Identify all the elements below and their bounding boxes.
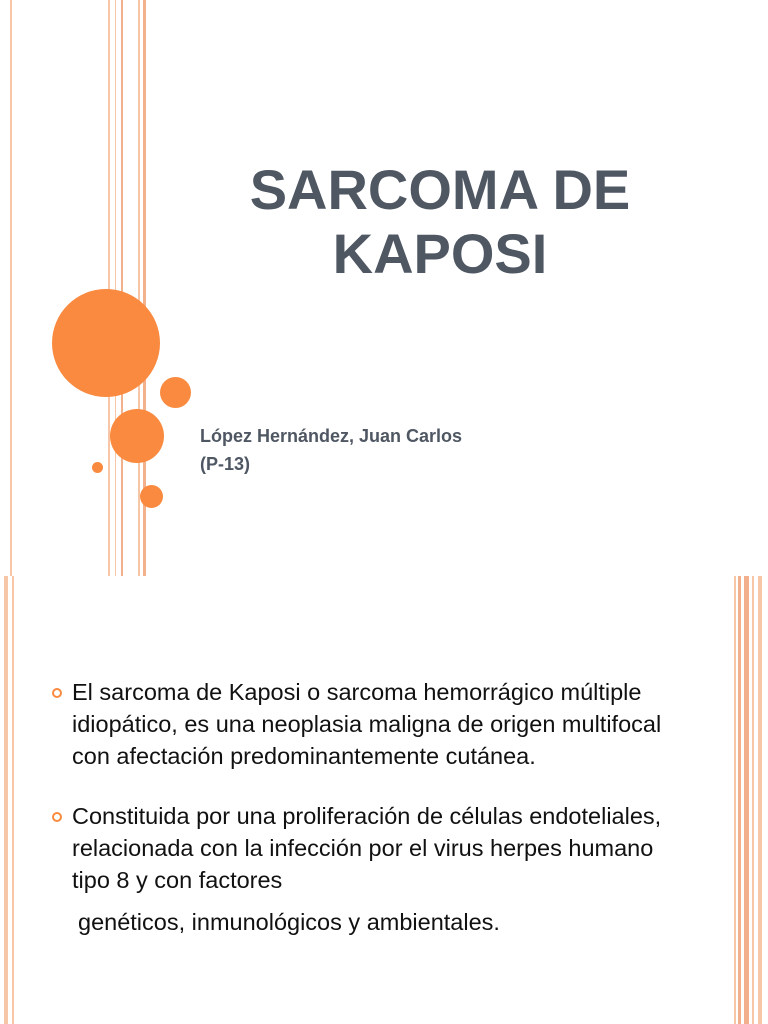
decor-line xyxy=(10,0,12,576)
decor-line xyxy=(744,576,749,1024)
bullet-text-line: Constituida por una proliferación de células endoteliales, xyxy=(72,803,662,829)
bullet-list xyxy=(50,676,740,966)
decor-line xyxy=(12,576,14,1024)
decor-line xyxy=(138,0,140,576)
slide-title xyxy=(225,158,655,286)
decor-circle-medium xyxy=(110,409,164,463)
decor-line xyxy=(108,0,110,576)
slide-title-line: KAPOSI xyxy=(332,222,548,285)
bullet-text-line: genéticos, inmunológicos y ambientales. xyxy=(78,909,500,935)
author-code: (P-13) xyxy=(200,454,251,474)
slide-title-line: SARCOMA DE xyxy=(249,158,631,221)
bullet-item xyxy=(50,676,740,772)
decor-line xyxy=(4,576,8,1024)
decor-circle-small xyxy=(160,377,191,408)
decor-line xyxy=(115,0,116,576)
bullet-text-line: tipo 8 y con factores xyxy=(72,867,283,893)
decor-line xyxy=(121,0,123,576)
decor-circle-tiny xyxy=(92,462,103,473)
decor-line xyxy=(752,576,754,1024)
bullet-circle-icon xyxy=(52,688,62,698)
decor-circle-large xyxy=(52,289,160,397)
slide-subtitle xyxy=(200,422,462,478)
bullet-circle-icon xyxy=(52,812,62,822)
bullet-text-line: relacionada con la infección por el virus herpes humano xyxy=(72,835,654,861)
decor-line xyxy=(758,576,762,1024)
bullet-item xyxy=(50,800,740,938)
decor-circle-small xyxy=(140,485,163,508)
bullet-text-line: con afectación predominantemente cutánea. xyxy=(72,743,536,769)
author-name: López Hernández, Juan Carlos xyxy=(200,426,463,446)
bullet-text-line: El sarcoma de Kaposi o sarcoma hemorrágico múltiple xyxy=(72,679,642,705)
bullet-text-line: idiopático, es una neoplasia maligna de origen multifocal xyxy=(72,711,662,737)
